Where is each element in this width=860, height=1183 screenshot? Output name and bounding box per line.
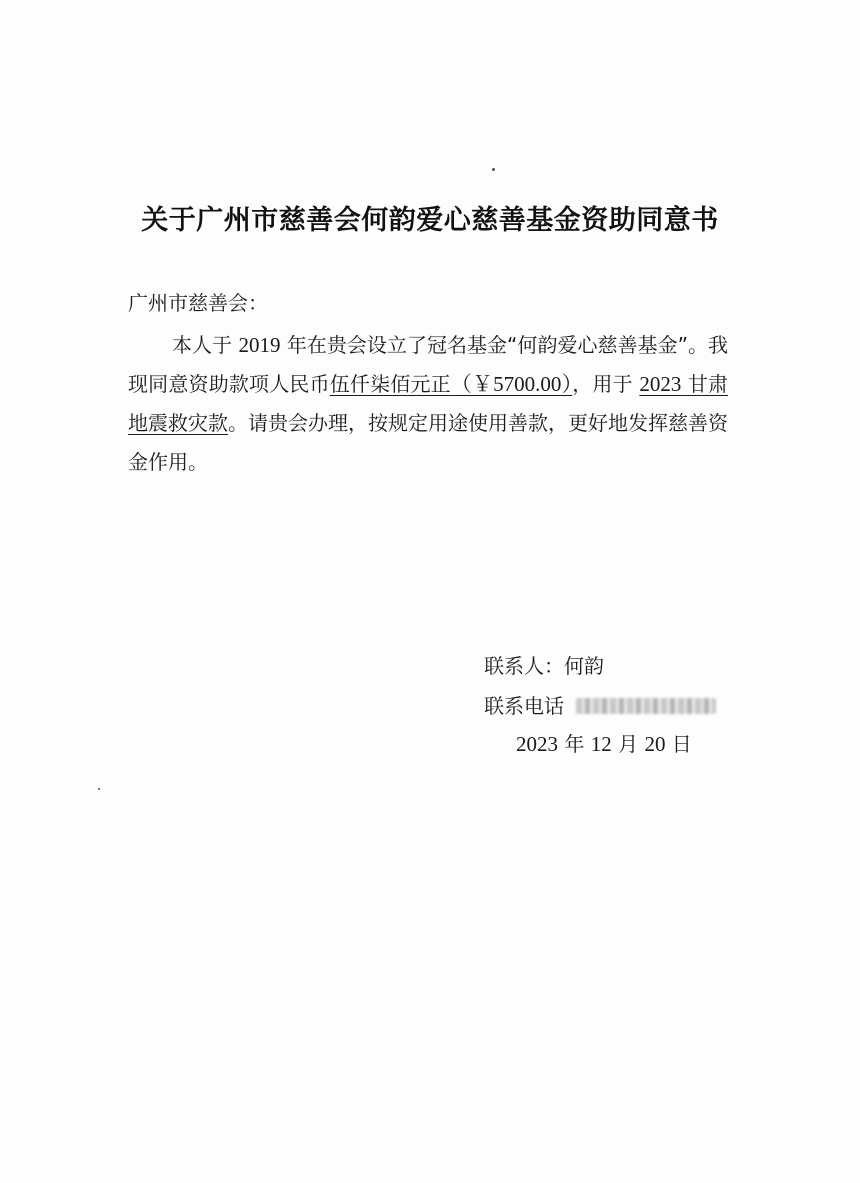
body-text-use: ，用于 <box>572 372 640 396</box>
purpose-text: 甘肃地震救灾款 <box>128 372 729 435</box>
contact-person-name: 何韵 <box>564 654 604 678</box>
contact-phone-label: 联系电话 <box>484 694 564 718</box>
contact-person-row <box>484 646 716 686</box>
salutation: 广州市慈善会： <box>128 291 268 315</box>
date-day: 20 <box>644 732 666 756</box>
date-day-unit: 日 <box>665 732 692 756</box>
date-month-unit: 月 <box>611 732 645 756</box>
year-established: 2019 <box>238 333 281 357</box>
body-text-fund: 年在贵会设立了冠名基金“何韵爱心慈善基金”。我现同意资助款项人民币 <box>128 333 728 396</box>
body-text-end: 。请贵会办理，按规定用途使用善款，更好地发挥慈善资金作用。 <box>128 411 728 474</box>
date-month: 12 <box>590 732 612 756</box>
scan-speck <box>492 168 495 171</box>
date-year: 2023 <box>516 732 558 756</box>
contact-person-label: 联系人： <box>484 654 564 678</box>
page-title: 关于广州市慈善会何韵爱心慈善基金资助同意书 <box>141 205 719 236</box>
amount-in-words: 伍仟柒佰元正 <box>329 372 451 396</box>
amount-in-figures: （￥5700.00） <box>450 372 573 396</box>
body-paragraph <box>128 326 728 482</box>
date-year-unit: 年 <box>558 732 591 756</box>
body-text-start: 本人于 <box>172 333 233 357</box>
contact-phone-redacted <box>576 698 716 714</box>
scan-speck <box>98 788 100 790</box>
contact-block <box>484 646 716 726</box>
purpose-year: 2023 <box>639 372 682 396</box>
signing-date <box>516 728 692 757</box>
contact-phone-row <box>484 686 716 726</box>
